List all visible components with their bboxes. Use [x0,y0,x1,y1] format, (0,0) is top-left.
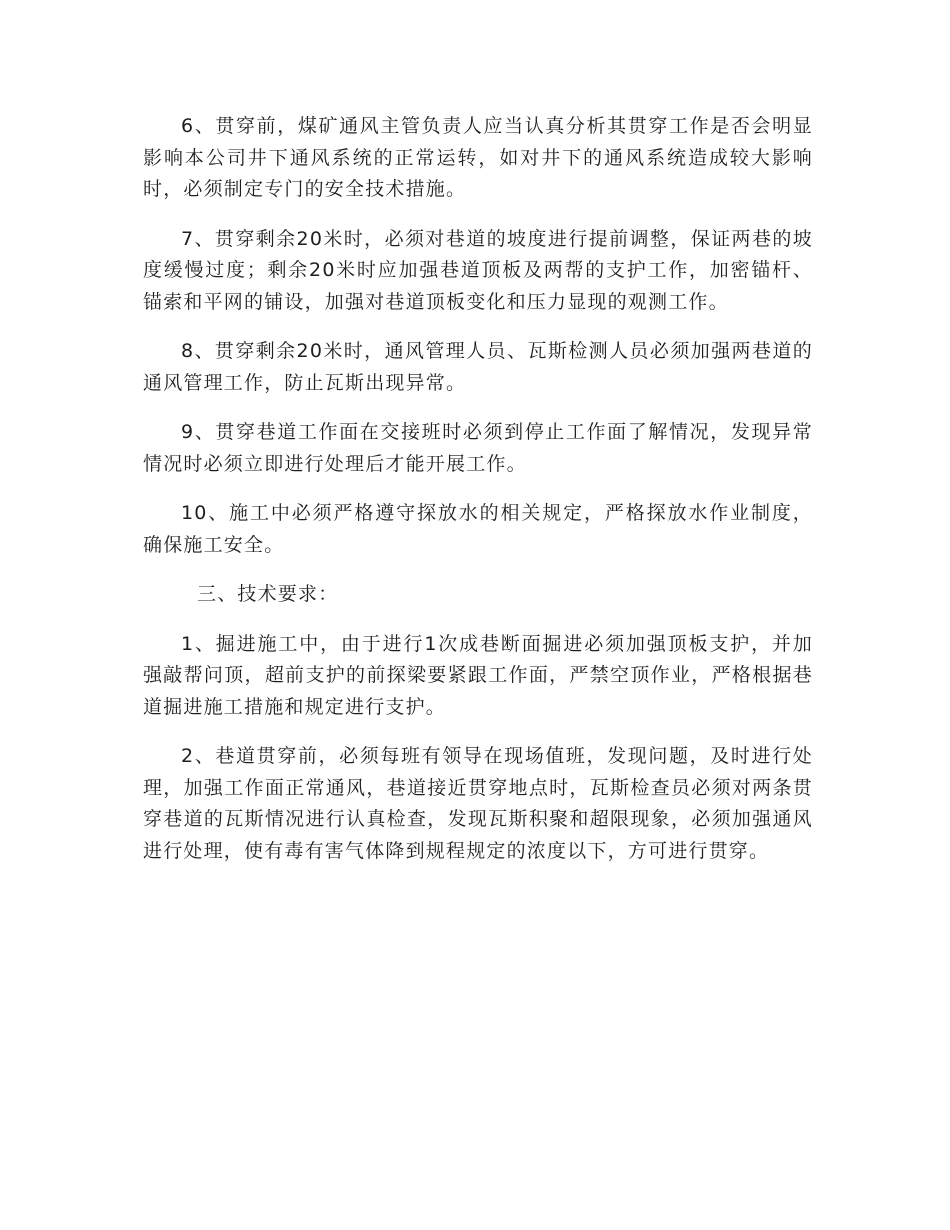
paragraph-item-9: 9、贯穿巷道工作面在交接班时必须到停止工作面了解情况，发现异常情况时必须立即进行处理后才能开展工作。 [143,421,813,475]
paragraph-item-7: 7、贯穿剩余20米时，必须对巷道的坡度进行提前调整，保证两巷的坡度缓慢过度；剩余20米时应加强巷道顶板及两帮的支护工作，加密锚杆、锚索和平网的铺设，加强对巷道顶板变化和压力显现的观测工作。 [143,227,813,313]
paragraph-item-10: 10、施工中必须严格遵守探放水的相关规定，严格探放水作业制度，确保施工安全。 [143,502,813,556]
requirement-item-1: 1、掘进施工中，由于进行1次成巷断面掘进必须加强顶板支护，并加强敲帮问顶，超前支护的前探梁要紧跟工作面，严禁空顶作业，严格根据巷道掘进施工措施和规定进行支护。 [143,632,813,718]
paragraph-item-6: 6、贯穿前，煤矿通风主管负责人应当认真分析其贯穿工作是否会明显影响本公司井下通风系统的正常运转，如对井下的通风系统造成较大影响时，必须制定专门的安全技术措施。 [143,115,813,200]
paragraph-item-8: 8、贯穿剩余20米时，通风管理人员、瓦斯检测人员必须加强两巷道的通风管理工作，防止瓦斯出现异常。 [143,340,813,394]
section-heading: 三、技术要求： [197,583,339,605]
document-body [143,111,813,885]
requirement-item-2: 2、巷道贯穿前，必须每班有领导在现场值班，发现问题，及时进行处理，加强工作面正常通风，巷道接近贯穿地点时，瓦斯检查员必须对两条贯穿巷道的瓦斯情况进行认真检查，发现瓦斯积聚和超限现象，必须加强通风进行处理，使有毒有害气体降到规程规定的浓度以下，方可进行贯穿。 [143,745,813,862]
